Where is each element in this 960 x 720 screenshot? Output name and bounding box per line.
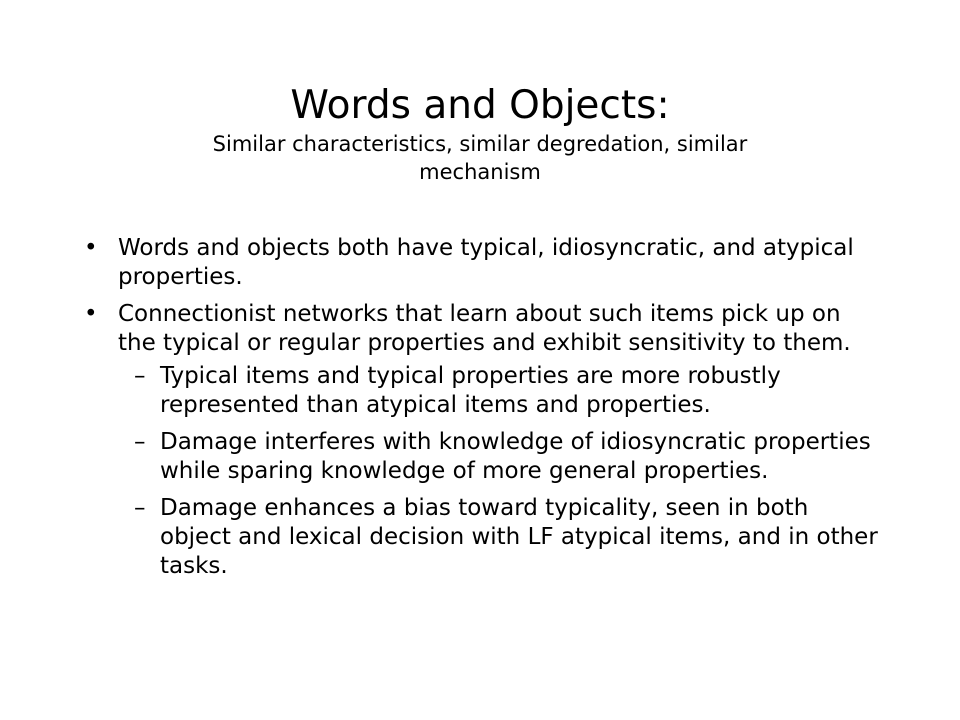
bullet-marker: • [84, 235, 98, 261]
sub-bullet-item [84, 428, 884, 486]
bullet-item [84, 234, 884, 292]
bullet-item [84, 300, 884, 581]
dash-marker: – [134, 363, 146, 389]
sub-bullet-list [118, 362, 884, 581]
sub-bullet-text: Damage interferes with knowledge of idiosyncratic properties while sparing knowledge of more general properties. [160, 429, 871, 484]
bullet-text: Connectionist networks that learn about such items pick up on the typical or regular properties and exhibit sensitivity to them. [118, 301, 851, 356]
sub-bullet-item [84, 494, 884, 581]
slide-title: Words and Objects: [290, 83, 670, 128]
bullet-list [84, 234, 884, 589]
dash-marker: – [134, 495, 146, 521]
bullet-marker: • [84, 301, 98, 327]
dash-marker: – [134, 429, 146, 455]
sub-bullet-text: Typical items and typical properties are more robustly represented than atypical items and properties. [160, 363, 781, 418]
sub-bullet-item [84, 362, 884, 420]
title-block [0, 82, 960, 186]
slide-subtitle: Similar characteristics, similar degredation, similar mechanism [212, 132, 748, 184]
bullet-text: Words and objects both have typical, idiosyncratic, and atypical properties. [118, 235, 854, 290]
sub-bullet-text: Damage enhances a bias toward typicality, seen in both object and lexical decision with LF atypical items, and in other tasks. [160, 495, 878, 579]
